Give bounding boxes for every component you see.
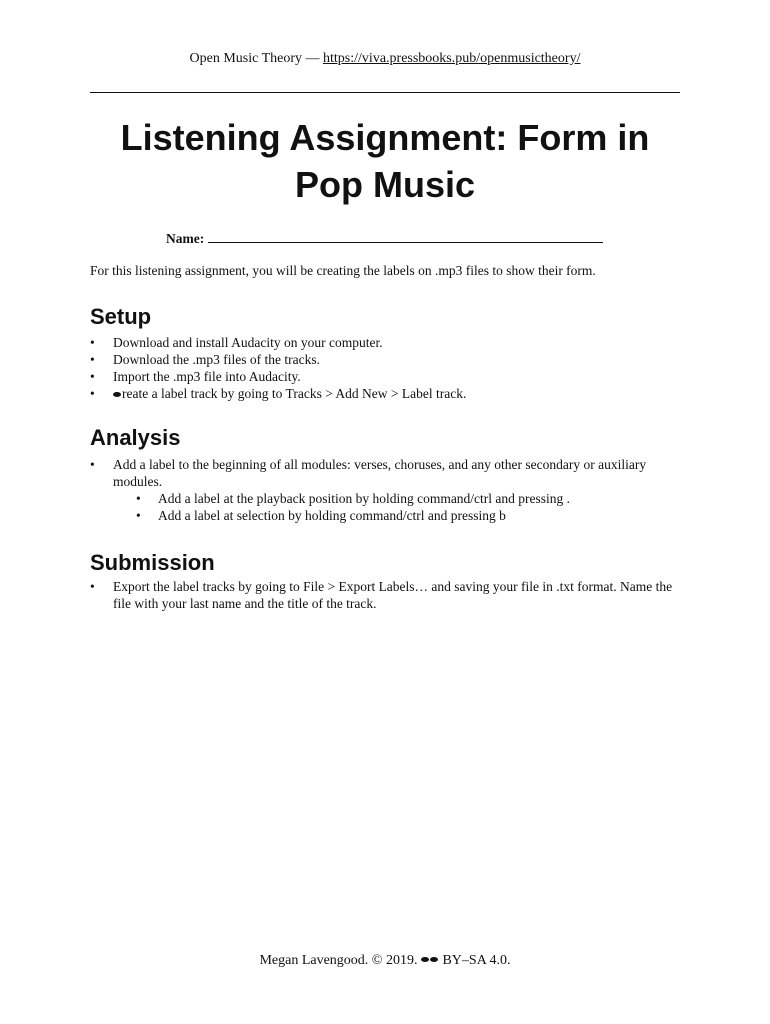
list-item-text: Download the .mp3 files of the tracks. (113, 352, 320, 367)
title-line-2: Pop Music (294, 164, 476, 205)
bullet: • (90, 579, 95, 594)
sub-list-item (136, 490, 680, 507)
bullet: • (90, 386, 95, 401)
list-item (90, 334, 680, 351)
intro-paragraph: For this listening assignment, you will be creating the labels on .mp3 files to show their form. (90, 263, 596, 278)
bullet: • (90, 457, 95, 472)
sub-list-item (136, 507, 680, 524)
list-item-text: Export the label tracks by going to File > Export Labels… and saving your file in .txt format. Name the file with your last name and the title of the track. (113, 579, 673, 611)
list-item (90, 456, 680, 524)
footer-copyright: Megan Lavengood. © 2019. (259, 953, 418, 968)
analysis-list (90, 456, 680, 524)
list-item (90, 351, 680, 368)
title-line-1: Listening Assignment: Form in (120, 117, 650, 158)
list-item-text: Add a label at selection by holding command/ctrl and pressing b (158, 508, 506, 523)
bullet: • (136, 508, 141, 523)
bullet: • (136, 491, 141, 506)
list-item (90, 385, 680, 402)
page-footer (0, 952, 770, 969)
name-blank-line (208, 230, 603, 243)
cc-license-icon (421, 952, 439, 968)
list-item (90, 368, 680, 385)
list-item-text: Add a label at the playback position by holding command/ctrl and pressing . (158, 491, 571, 506)
bullet: • (90, 352, 95, 367)
list-item-text: Add a label to the beginning of all modules: verses, choruses, and any other secondary or auxiliary modules. (113, 457, 647, 489)
name-label: Name: (166, 231, 205, 246)
header-text: Open Music Theory — (189, 51, 324, 66)
running-header (0, 51, 770, 67)
list-item (90, 578, 680, 612)
submission-list (90, 578, 680, 612)
analysis-sublist (113, 490, 680, 524)
setup-list (90, 334, 680, 402)
setup-heading: Setup (90, 304, 152, 329)
bullet: • (90, 369, 95, 384)
footer-license: BY–SA 4.0. (442, 953, 511, 968)
missing-glyph-icon (113, 392, 121, 397)
list-item-text: reate a label track by going to Tracks > Add New > Label track. (122, 386, 467, 401)
page-title (90, 114, 680, 208)
list-item-text: Download and install Audacity on your computer. (113, 335, 383, 350)
list-item-text: Import the .mp3 file into Audacity. (113, 369, 301, 384)
name-field (166, 230, 603, 247)
submission-heading: Submission (90, 550, 215, 575)
bullet: • (90, 335, 95, 350)
analysis-heading: Analysis (90, 425, 181, 450)
header-link[interactable]: https://viva.pressbooks.pub/openmusictheory/ (323, 51, 581, 66)
header-divider (90, 92, 680, 93)
